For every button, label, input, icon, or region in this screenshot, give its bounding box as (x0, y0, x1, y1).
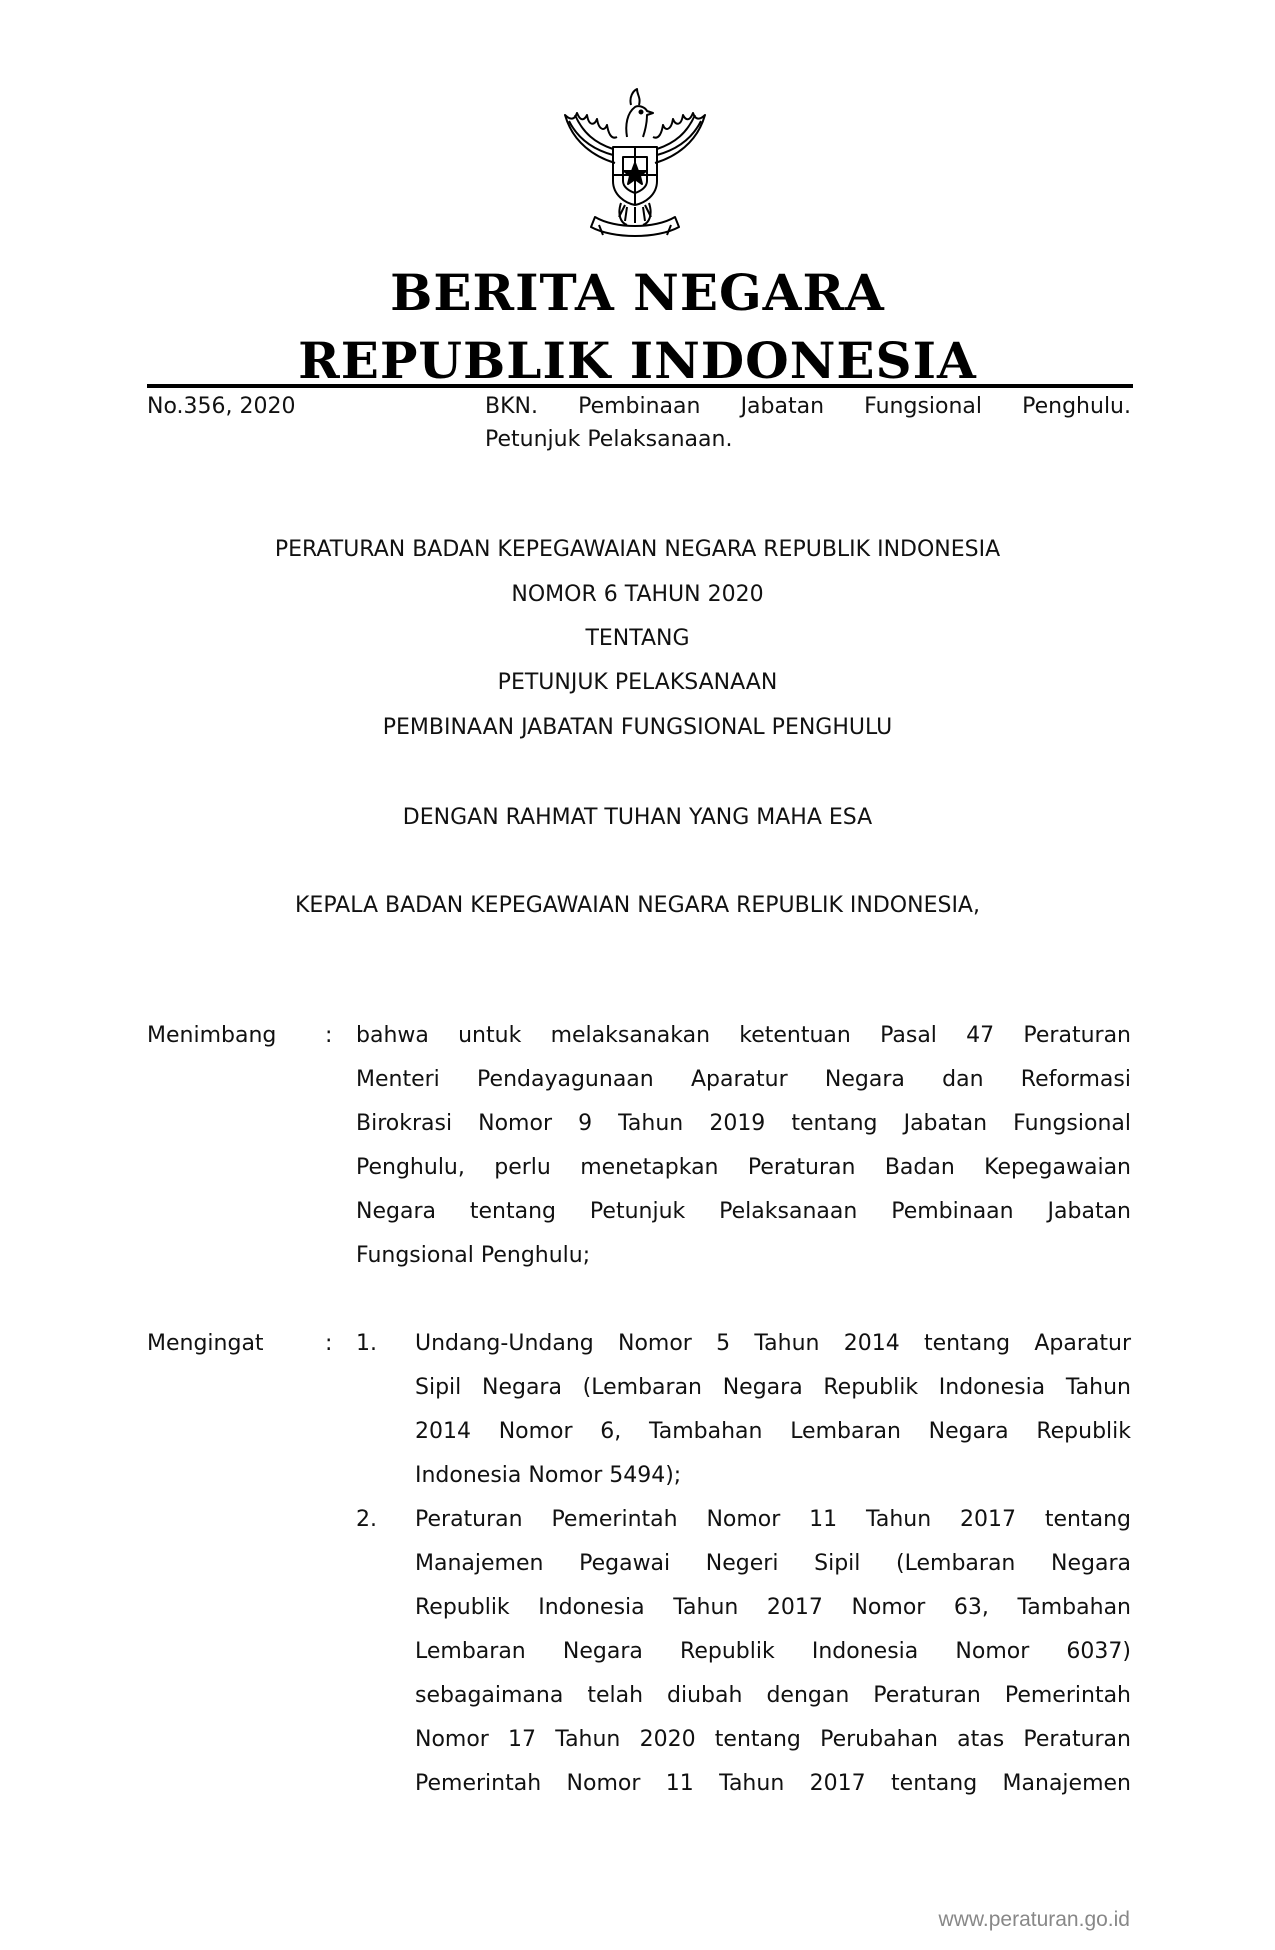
regulation-subject-line-2: PEMBINAAN JABATAN FUNGSIONAL PENGHULU (382, 715, 893, 740)
paragraph-line: Undang-Undang Nomor 5 Tahun 2014 tentang Aparatur (415, 1331, 1131, 1356)
masthead-line-1: BERITA NEGARA (390, 263, 885, 322)
regulation-tentang: TENTANG (585, 626, 690, 651)
paragraph-line: Penghulu, perlu menetapkan Peraturan Badan Kepegawaian (356, 1155, 1131, 1180)
list-item (415, 1498, 1131, 1806)
mengingat-colon: : (325, 1331, 333, 1356)
paragraph-line: Lembaran Negara Republik Indonesia Nomor 6037) (415, 1639, 1131, 1664)
list-item (415, 1322, 1131, 1498)
paragraph-line: Negara tentang Petunjuk Pelaksanaan Pembinaan Jabatan (356, 1199, 1131, 1224)
regulation-number: NOMOR 6 TAHUN 2020 (511, 582, 764, 607)
list-item-number: 1. (356, 1331, 377, 1356)
paragraph-line: Birokrasi Nomor 9 Tahun 2019 tentang Jabatan Fungsional (356, 1111, 1131, 1136)
menimbang-colon: : (325, 1023, 333, 1048)
mengingat-label: Mengingat (147, 1331, 264, 1356)
garuda-emblem-icon (555, 85, 715, 245)
paragraph-line: Republik Indonesia Tahun 2017 Nomor 63, Tambahan (415, 1595, 1131, 1620)
menimbang-paragraph (356, 1014, 1131, 1278)
regulation-title-line-1: PERATURAN BADAN KEPEGAWAIAN NEGARA REPUBLIK INDONESIA (274, 537, 1001, 562)
paragraph-line: Indonesia Nomor 5494); (415, 1463, 682, 1488)
paragraph-line: 2014 Nomor 6, Tambahan Lembaran Negara Republik (415, 1419, 1131, 1444)
paragraph-line: Manajemen Pegawai Negeri Sipil (Lembaran Negara (415, 1551, 1131, 1576)
gazette-number: No.356, 2020 (147, 394, 296, 419)
footer-url[interactable]: www.peraturan.go.id (938, 1908, 1130, 1931)
preamble: DENGAN RAHMAT TUHAN YANG MAHA ESA (402, 805, 873, 830)
paragraph-line: Peraturan Pemerintah Nomor 11 Tahun 2017 tentang (415, 1507, 1131, 1532)
paragraph-line: sebagaimana telah diubah dengan Peraturan Pemerintah (415, 1683, 1131, 1708)
paragraph-line: Pemerintah Nomor 11 Tahun 2017 tentang Manajemen (415, 1771, 1131, 1796)
menimbang-label: Menimbang (147, 1023, 277, 1048)
paragraph-line: Menteri Pendayagunaan Aparatur Negara dan Reformasi (356, 1067, 1131, 1092)
paragraph-line: bahwa untuk melaksanakan ketentuan Pasal 47 Peraturan (356, 1023, 1131, 1048)
masthead-line-2: REPUBLIK INDONESIA (298, 331, 977, 390)
list-item-number: 2. (356, 1507, 377, 1532)
paragraph-line: Fungsional Penghulu; (356, 1243, 591, 1268)
authority-line: KEPALA BADAN KEPEGAWAIAN NEGARA REPUBLIK INDONESIA, (295, 893, 980, 918)
paragraph-line: Sipil Negara (Lembaran Negara Republik Indonesia Tahun (415, 1375, 1131, 1400)
paragraph-line: Nomor 17 Tahun 2020 tentang Perubahan atas Peraturan (415, 1727, 1131, 1752)
gazette-summary-line-2: Petunjuk Pelaksanaan. (485, 427, 733, 452)
regulation-subject-line-1: PETUNJUK PELAKSANAAN (497, 670, 778, 695)
gazette-summary-line-1: BKN. Pembinaan Jabatan Fungsional Penghulu. (485, 394, 1131, 419)
